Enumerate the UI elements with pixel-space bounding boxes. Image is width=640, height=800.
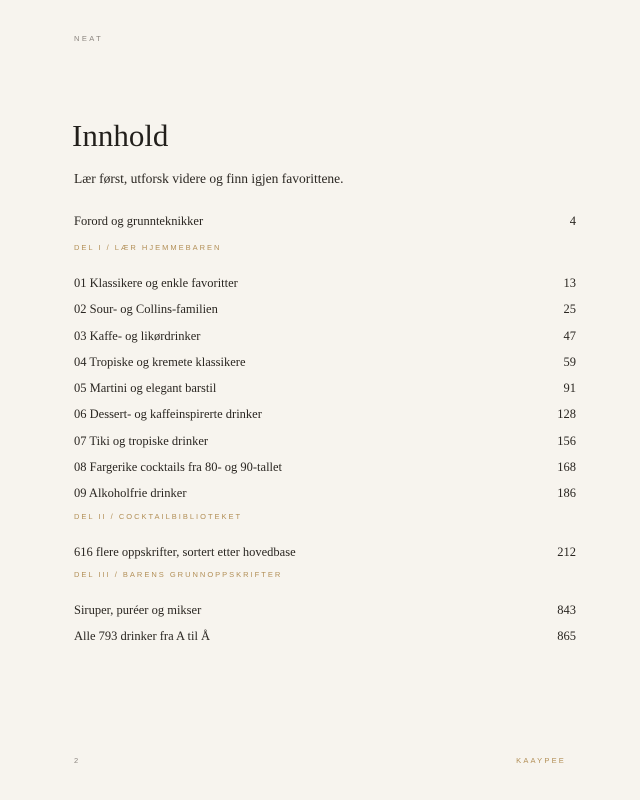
page-subtitle: Lær først, utforsk videre og finn igjen favorittene.: [74, 171, 344, 186]
toc-entry[interactable]: [74, 297, 576, 323]
section-label-part-3: DEL III / BARENS GRUNNOPPSKRIFTER: [74, 570, 283, 580]
toc-entry-label: 04 Tropiske og kremete klassikere: [74, 354, 246, 369]
toc-entry[interactable]: [74, 454, 576, 480]
toc-entry[interactable]: [74, 624, 576, 650]
header-brand: NEAT: [74, 34, 104, 43]
toc-entry-page: 13: [563, 275, 576, 290]
toc-entry-page: 156: [557, 433, 576, 448]
toc-entry-page: 168: [557, 460, 576, 475]
toc-entry-page: 186: [557, 486, 576, 501]
toc-entry-label: 616 flere oppskrifter, sortert etter hovedbase: [74, 544, 296, 559]
toc-entry-page: 865: [557, 629, 576, 644]
toc-entry[interactable]: [74, 375, 576, 401]
toc-entry-label: 07 Tiki og tropiske drinker: [74, 433, 209, 448]
toc-entry-page: 59: [563, 354, 576, 369]
toc-entry[interactable]: [74, 402, 576, 428]
toc-entry-page: 128: [557, 407, 576, 422]
table-of-contents: [74, 208, 576, 650]
toc-entry-intro[interactable]: [74, 208, 576, 234]
toc-entry[interactable]: [74, 270, 576, 296]
toc-entry-page: 212: [557, 544, 576, 559]
footer-page-number: 2: [74, 756, 79, 765]
toc-entry[interactable]: [74, 481, 576, 507]
toc-entry[interactable]: [74, 323, 576, 349]
toc-entry-label: 09 Alkoholfrie drinker: [74, 486, 187, 501]
toc-entry-page: 25: [563, 302, 576, 317]
toc-entry[interactable]: [74, 349, 576, 375]
section-label-part-1: DEL I / LÆR HJEMMEBAREN: [74, 243, 222, 253]
toc-entry-label: 03 Kaffe- og likørdrinker: [74, 328, 201, 343]
toc-entry-label: Siruper, puréer og mikser: [74, 602, 202, 617]
toc-entry-label: Alle 793 drinker fra A til Å: [74, 629, 211, 644]
toc-entry[interactable]: [74, 597, 576, 623]
toc-entry-label: 02 Sour- og Collins-familien: [74, 302, 218, 317]
toc-entry-label: 06 Dessert- og kaffeinspirerte drinker: [74, 407, 262, 422]
toc-entry-label: 01 Klassikere og enkle favoritter: [74, 275, 238, 290]
section-label-part-2: DEL II / COCKTAILBIBLIOTEKET: [74, 511, 243, 521]
toc-entry-page: 91: [563, 381, 576, 396]
toc-entry-label: Forord og grunnteknikker: [74, 213, 204, 228]
page-title: Innhold: [72, 118, 169, 153]
toc-entry-page: 4: [569, 213, 576, 228]
toc-entry-label: 08 Fargerike cocktails fra 80- og 90-tallet: [74, 460, 283, 475]
toc-entry-label: 05 Martini og elegant barstil: [74, 381, 217, 396]
toc-entry[interactable]: [74, 428, 576, 454]
toc-entry-page: 843: [557, 602, 576, 617]
toc-entry[interactable]: [74, 539, 576, 565]
footer-brand: KAAYPEE: [516, 756, 566, 765]
toc-entry-page: 47: [563, 328, 576, 343]
